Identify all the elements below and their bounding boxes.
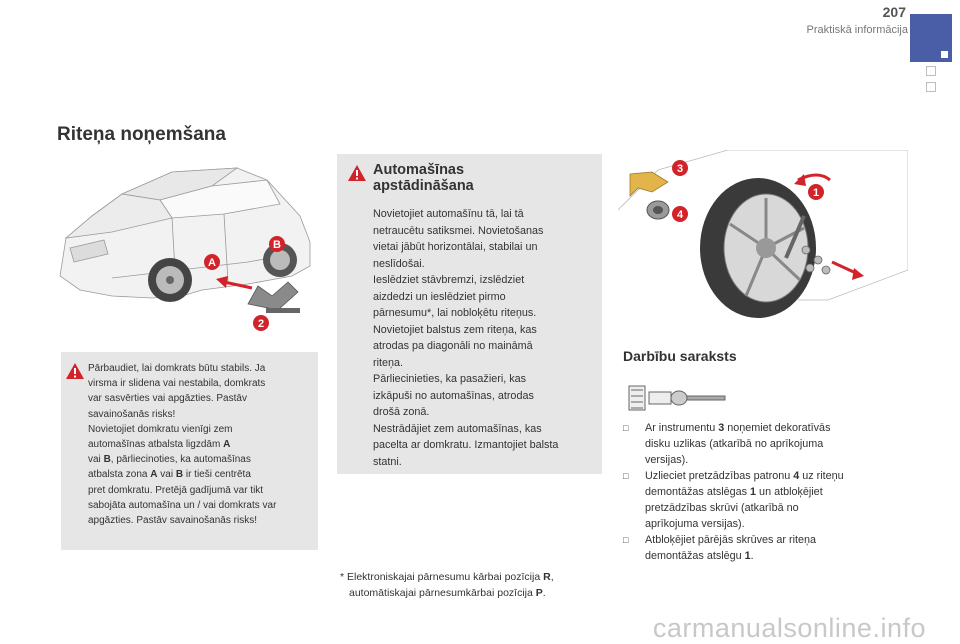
svg-text:1: 1	[812, 187, 820, 199]
jack	[248, 282, 300, 313]
steps-list	[621, 420, 891, 564]
section-title: Praktiskā informācija	[806, 24, 908, 36]
label-4	[672, 206, 688, 222]
svg-text:4: 4	[676, 209, 684, 221]
steps-title: Darbību saraksts	[623, 348, 737, 364]
page-number: 207	[882, 4, 906, 20]
parking-safety-box	[337, 154, 602, 474]
safety-box-text: Novietojiet automašīnu tā, lai tā netraucētu satiksmei. Novietošanas vietai jābūt horizontālai, stabilai un neslīdošai. Ieslēdziet stāvbremzi, izslēdziet aizdedzi un ieslēdziet pirmo pārnesumu*, lai nobloķētu riteņus. Novietojiet balstus zem riteņa, kas atrodas pa diagonāli no maināmā riteņa. Pārliecinieties, ka pasažieri, kas izkāpuši no automašīnas, atrodas drošā zonā. Nestrādājiet zem automašīnas, kas pacelta ar domkratu. Izmantojiet balsta statni.	[373, 208, 559, 468]
warning-icon	[65, 362, 85, 380]
svg-text:A: A	[208, 257, 216, 269]
section-tab	[910, 14, 952, 62]
tools-illustration	[625, 378, 735, 418]
anti-theft-socket	[647, 201, 669, 219]
list-item: □ Uzlieciet pretzādzības patronu 4 uz riteņu demontāžas atslēgas 1 un atbloķējiet pretzādzības skrūvi (atkarībā no aprīkojuma versijas).	[623, 470, 844, 530]
jack-warning-box	[61, 352, 318, 550]
label-2	[253, 315, 269, 331]
svg-text:3: 3	[676, 163, 684, 175]
footnote: * Elektroniskajai pārnesumu kārbai pozīcija R, automātiskajai pārnesumkārbai pozīcija P.	[340, 571, 554, 599]
section-tab-empty	[926, 66, 936, 76]
wheel-removal-illustration	[618, 150, 908, 320]
label-1	[808, 184, 824, 200]
svg-text:B: B	[273, 239, 281, 251]
list-item: □ Ar instrumentu 3 noņemiet dekoratīvās disku uzlikas (atkarībā no aprīkojuma versijas).	[623, 422, 831, 466]
label-b	[269, 236, 285, 252]
watermark: carmanualsonline.info	[652, 613, 926, 643]
label-3	[672, 160, 688, 176]
label-a	[204, 254, 220, 270]
page-title: Riteņa noņemšana	[57, 124, 226, 145]
warning-icon	[347, 164, 367, 182]
tab-marker	[941, 51, 948, 58]
list-item: □ Atbloķējiet pārējās skrūves ar riteņa demontāžas atslēgu 1.	[623, 534, 817, 562]
section-tab-empty	[926, 82, 936, 92]
car-jack-illustration	[52, 158, 322, 338]
warning-text: Pārbaudiet, lai domkrats būtu stabils. Ja virsma ir slidena vai nestabila, domkrats var sasvērties vai apgāzties. Pastāv savainošanās risks! Novietojiet domkratu vienīgi zem automašīnas atbalsta ligzdām A vai B, pārliecinoties, ka automašīnas atbalsta zona A vai B ir tieši centrēta pret domkratu. Pretējā gadījumā var tikt sabojāta automašīna un / vai domkrats var apgāzties. Pastāv savainošanās risks!	[88, 363, 277, 527]
svg-text:2: 2	[257, 318, 265, 330]
safety-box-title: Automašīnas apstādināšana	[373, 162, 474, 194]
